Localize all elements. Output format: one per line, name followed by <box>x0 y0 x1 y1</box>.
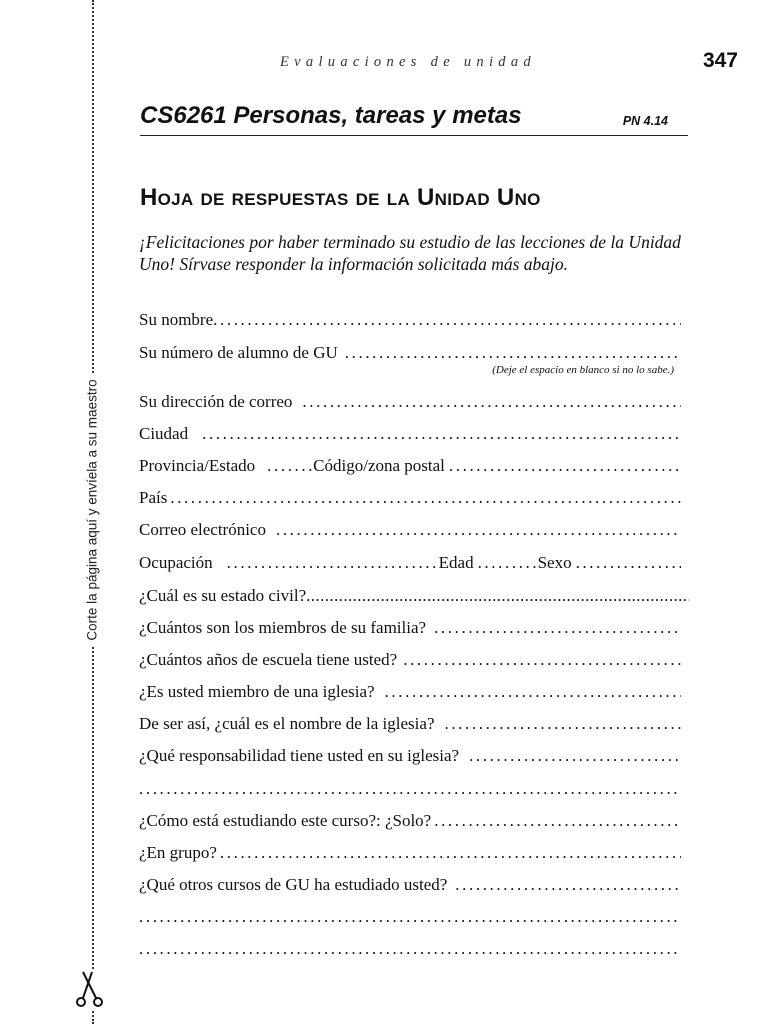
answer-blank[interactable] <box>385 681 681 703</box>
answer-blank[interactable] <box>444 713 681 735</box>
answer-blank[interactable] <box>469 745 681 767</box>
church-responsibility-line-2[interactable] <box>139 778 681 800</box>
mailing-address-field[interactable] <box>139 391 681 413</box>
sex-label: Sexo <box>537 553 572 572</box>
name-field[interactable] <box>139 309 681 331</box>
marital-status-field[interactable] <box>139 585 689 607</box>
intro-text: ¡Felicitaciones por haber terminado su estudio de las lecciones de la Unidad Uno! Sírvase responder la información solicitada más abajo. <box>139 232 681 274</box>
answer-blank[interactable] <box>220 842 681 864</box>
church-member-field[interactable] <box>139 681 681 703</box>
study-alone-field[interactable] <box>139 810 681 832</box>
country-field[interactable] <box>139 487 681 509</box>
answer-blank[interactable] <box>267 455 313 477</box>
answer-blank[interactable] <box>170 487 681 509</box>
church-responsibility-field[interactable] <box>139 745 681 767</box>
church-member-label: ¿Es usted miembro de una iglesia? <box>139 682 375 701</box>
city-label: Ciudad <box>139 424 189 443</box>
answer-blank[interactable] <box>139 778 681 800</box>
occupation-label: Ocupación <box>139 553 213 572</box>
sheet-title: Hoja de respuestas de la Unidad Uno <box>140 184 541 211</box>
answer-blank[interactable] <box>455 874 681 896</box>
other-courses-label: ¿Qué otros cursos de GU ha estudiado usted? <box>139 875 448 894</box>
scissors-icon <box>72 970 112 1010</box>
marital-status-label: ¿Cuál es su estado civil? <box>139 586 307 605</box>
study-alone-label: ¿Cómo está estudiando este curso?: ¿Solo? <box>139 811 432 830</box>
study-group-field[interactable] <box>139 842 681 864</box>
church-responsibility-label: ¿Qué responsabilidad tiene usted en su iglesia? <box>139 746 460 765</box>
state-postal-field[interactable] <box>139 455 681 477</box>
email-label: Correo electrónico <box>139 520 266 539</box>
mailing-address-label: Su dirección de correo <box>139 392 293 411</box>
page-number: 347 <box>702 49 738 72</box>
answer-blank[interactable] <box>213 309 681 331</box>
answer-blank[interactable] <box>227 552 439 574</box>
answer-blank[interactable] <box>434 810 681 832</box>
study-group-label: ¿En grupo? <box>139 843 217 862</box>
name-label: Su nombre <box>139 310 214 329</box>
church-name-label: De ser así, ¿cuál es el nombre de la iglesia? <box>139 714 435 733</box>
answer-blank[interactable] <box>139 906 681 928</box>
answer-blank[interactable] <box>202 423 681 445</box>
running-head: Evaluaciones de unidad <box>280 54 536 70</box>
course-heading <box>140 102 688 136</box>
family-members-field[interactable] <box>139 617 681 639</box>
family-members-label: ¿Cuántos son los miembros de su familia? <box>139 618 427 637</box>
answer-blank[interactable] <box>345 342 681 364</box>
answer-blank[interactable] <box>302 391 681 413</box>
answer-blank[interactable] <box>403 649 681 671</box>
other-courses-line-2[interactable] <box>139 906 681 928</box>
student-number-label: Su número de alumno de GU <box>139 343 338 362</box>
postal-code-label: Código/zona postal <box>313 456 445 475</box>
answer-blank[interactable] <box>306 585 689 607</box>
answer-blank[interactable] <box>276 519 681 541</box>
occupation-age-sex-field[interactable] <box>139 552 681 574</box>
answer-blank[interactable] <box>576 552 681 574</box>
answer-blank[interactable] <box>139 938 681 960</box>
age-label: Edad <box>438 553 474 572</box>
country-label: País <box>139 488 168 507</box>
schooling-years-label: ¿Cuántos años de escuela tiene usted? <box>139 650 398 669</box>
email-field[interactable] <box>139 519 681 541</box>
church-name-field[interactable] <box>139 713 681 735</box>
student-number-note: (Deje el espacio en blanco si no lo sabe.) <box>492 364 674 376</box>
other-courses-line-3[interactable] <box>139 938 681 960</box>
answer-blank[interactable] <box>434 617 681 639</box>
course-title: CS6261 Personas, tareas y metas <box>140 102 522 129</box>
answer-blank[interactable] <box>449 455 681 477</box>
cut-instruction: Corte la página aquí y envíela a su maestro <box>85 373 100 646</box>
state-label: Provincia/Estado <box>139 456 256 475</box>
student-number-field[interactable] <box>139 342 681 364</box>
course-code: PN 4.14 <box>622 114 668 128</box>
city-field[interactable] <box>139 423 681 445</box>
answer-blank[interactable] <box>478 552 538 574</box>
schooling-years-field[interactable] <box>139 649 681 671</box>
other-courses-field[interactable] <box>139 874 681 896</box>
